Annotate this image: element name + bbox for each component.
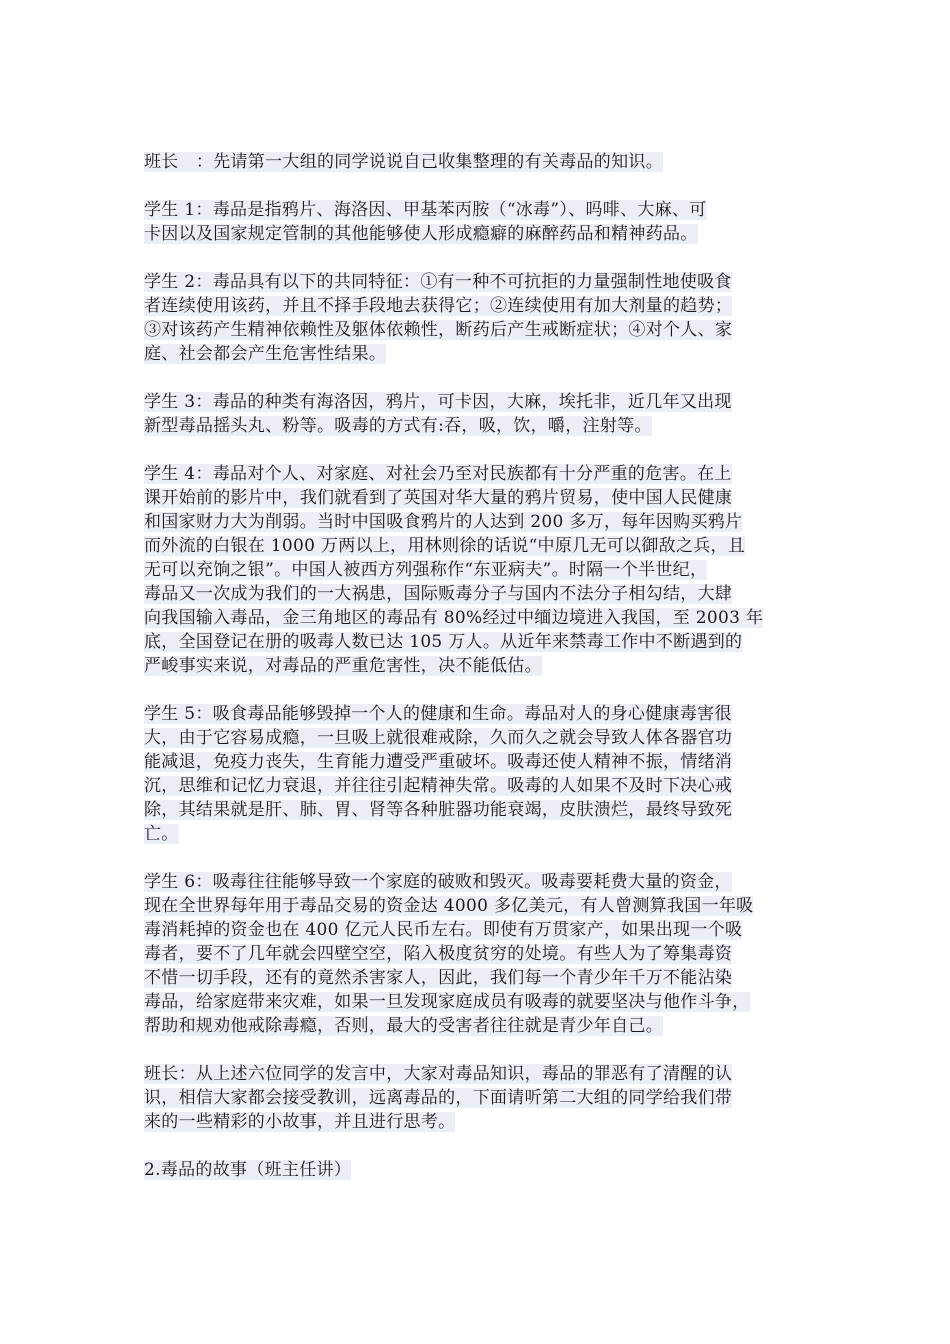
text-line: 学生 4：毒品对个人、对家庭、对社会乃至对民族都有十分严重的危害。在上 [144,464,732,484]
text-line: 无可以充饷之银”。中国人被西方列强称作“东亚病夫”。时隔一个半世纪， [144,560,708,580]
document-body [144,150,816,1206]
text-line: 课开始前的影片中，我们就看到了英国对华大量的鸦片贸易，使中国人民健康 [144,488,733,508]
text-line: 沉，思维和记忆力衰退，并往往引起精神失常。吸毒的人如果不及时下决心戒 [144,776,733,796]
paragraph-student-4 [144,462,816,678]
text-line: 新型毒品摇头丸、粉等。吸毒的方式有:吞，吸，饮，嚼，注射等。 [144,416,652,436]
text-line: 除，其结果就是肝、肺、胃、肾等各种脏器功能衰竭，皮肤溃烂，最终导致死 [144,800,733,820]
paragraph-student-1 [144,198,816,246]
text-line: 帮助和规劝他戒除毒瘾，否则，最大的受害者往往就是青少年自己。 [144,1016,663,1036]
text-line: 卡因以及国家规定管制的其他能够使人形成瘾癖的麻醉药品和精神药品。 [144,224,698,244]
text-line: 底，全国登记在册的吸毒人数已达 105 万人。从近年来禁毒工作中不断遇到的 [144,632,743,652]
text-line: 来的一些精彩的小故事，并且进行思考。 [144,1112,456,1132]
paragraph-student-3 [144,390,816,438]
text-line: 班长：从上述六位同学的发言中，大家对毒品知识，毒品的罪恶有了清醒的认 [144,1064,733,1084]
text-line: 学生 6：吸毒往往能够导致一个家庭的破败和毁灭。吸毒要耗费大量的资金， [144,872,732,892]
text-line: 现在全世界每年用于毒品交易的资金达 4000 多亿美元，有人曾测算我国一年吸 [144,896,754,916]
text-line: 能减退，免疫力丧失，生育能力遭受严重破坏。吸毒还使人精神不振，情绪消 [144,752,733,772]
paragraph-student-5 [144,702,816,846]
text-line: 学生 2：毒品具有以下的共同特征：①有一种不可抗拒的力量强制性地使吸食 [144,272,732,292]
text-line: 严峻事实来说，对毒品的严重危害性，决不能低估。 [144,656,542,676]
text-line: 大，由于它容易成瘾，一旦吸上就很难戒除，久而久之就会导致人体各器官功 [144,728,733,748]
section-heading-drug-stories [144,1158,816,1182]
paragraph-student-6 [144,870,816,1038]
text-line: 毒者，要不了几年就会四壁空空，陷入极度贫穷的处境。有些人为了筹集毒资 [144,944,733,964]
paragraph-monitor-summary [144,1062,816,1134]
text-line: 毒品，给家庭带来灾难，如果一旦发现家庭成员有吸毒的就要坚决与他作斗争， [144,992,750,1012]
text-line: 和国家财力大为削弱。当时中国吸食鸦片的人达到 200 多万，每年因购买鸦片 [144,512,743,532]
text-line: ③对该药产生精神依赖性及躯体依赖性，断药后产生戒断症状；④对个人、家 [144,320,733,340]
text-line: 2.毒品的故事（班主任讲） [144,1160,352,1180]
text-line: 而外流的白银在 1000 万两以上，用林则徐的话说“中原几无可以御敌之兵，且 [144,536,746,556]
paragraph-student-2 [144,270,816,366]
text-line: 毒消耗掉的资金也在 400 亿元人民币左右。即使有万贯家产，如果出现一个吸 [144,920,743,940]
text-line: 毒品又一次成为我们的一大祸患，国际贩毒分子与国内不法分子相勾结，大肆 [144,584,733,604]
text-line: 庭、社会都会产生危害性结果。 [144,344,387,364]
text-line: 学生 5：吸食毒品能够毁掉一个人的健康和生命。毒品对人的身心健康毒害很 [144,704,732,724]
text-line: 向我国输入毒品，金三角地区的毒品有 80%经过中缅边境进入我国，至 2003 年 [144,608,764,628]
text-line: 识，相信大家都会接受教训，远离毒品的，下面请听第二大组的同学给我们带 [144,1088,733,1108]
text-line: 亡。 [144,824,179,844]
text-line: 学生 1：毒品是指鸦片、海洛因、甲基苯丙胺（“冰毒”）、吗啡、大麻、可 [144,200,707,220]
text-line: 学生 3：毒品的种类有海洛因，鸦片，可卡因，大麻，埃托非，近几年又出现 [144,392,732,412]
text-line: 班长 ：先请第一大组的同学说说自己收集整理的有关毒品的知识。 [144,152,663,172]
paragraph-monitor-intro [144,150,816,174]
text-line: 不惜一切手段，还有的竟然杀害家人，因此，我们每一个青少年千万不能沾染 [144,968,733,988]
text-line: 者连续使用该药，并且不择手段地去获得它；②连续使用有加大剂量的趋势； [144,296,733,316]
